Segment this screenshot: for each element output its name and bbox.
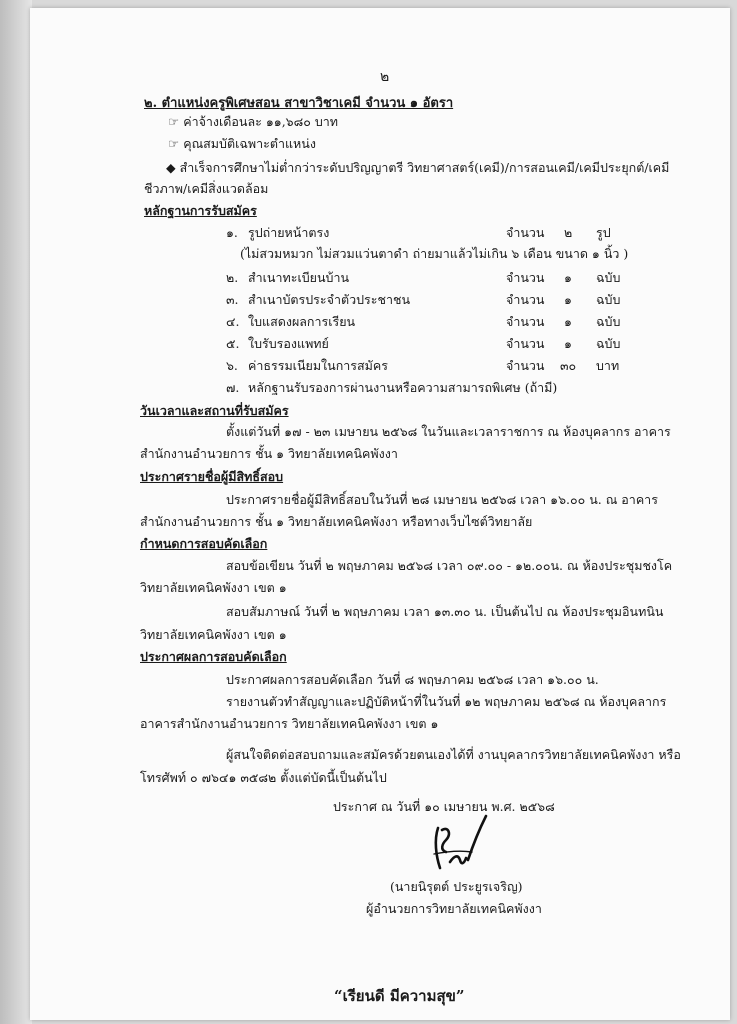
result-line-3: อาคารสำนักงานอำนวยการ วิทยาลัยเทคนิคพังงา เขต ๑ [140,716,439,731]
doc-qty-3: ๑ [564,292,572,307]
doc-unit-6: บาท [596,358,620,373]
doc-qty-6: ๓๐ [560,358,577,373]
signer-name: (นายนิรุตต์ ประยูรเจริญ) [390,879,523,894]
doc-unit-2: ฉบับ [596,270,621,285]
doc-label-1: รูปถ่ายหน้าตรง [248,225,330,240]
doc-qty-label-5: จำนวน [506,336,545,351]
doc-qty-2: ๑ [564,270,572,285]
result-line-1: ประกาศผลการสอบคัดเลือก วันที่ ๘ พฤษภาคม ๒๕๖๘ เวลา ๑๖.๐๐ น. [226,672,599,687]
qualification-text-1: สำเร็จการศึกษาไม่ต่ำกว่าระดับปริญญาตรี วิทยาศาสตร์(เคมี)/การสอนเคมี/เคมีประยุกต์/เคมี [179,160,670,175]
slogan: “เรียนดี มีความสุข” [334,987,465,1005]
doc-label-5: ใบรับรองแพทย์ [248,336,329,351]
result-line-2: รายงานตัวทำสัญญาและปฏิบัติหน้าที่ในวันที่ ๑๒ พฤษภาคม ๒๕๖๘ ณ ห้องบุคลากร [226,694,667,709]
eligible-line-1: ประกาศรายชื่อผู้มีสิทธิ์สอบในวันที่ ๒๘ เมษายน ๒๕๖๘ เวลา ๑๖.๐๐ น. ณ อาคาร [226,492,658,507]
doc-num-1: ๑. [226,225,238,240]
doc-unit-3: ฉบับ [596,292,621,307]
doc-qty-label-6: จำนวน [506,358,545,373]
signature [428,810,492,876]
contact-line-2: โทรศัพท์ ๐ ๗๖๔๑ ๓๕๘๒ ตั้งแต่บัดนี้เป็นต้นไป [140,770,387,785]
doc-label-7: หลักฐานรับรองการผ่านงานหรือความสามารถพิเศษ (ถ้ามี) [248,380,558,395]
doc-num-3: ๓. [226,292,239,307]
salary-text: ค่าจ้างเดือนละ ๑๑,๖๘๐ บาท [183,114,339,129]
page-number: ๒ [380,69,390,85]
doc-label-2: สำเนาทะเบียนบ้าน [248,270,350,285]
schedule-interview-line-2: วิทยาลัยเทคนิคพังงา เขต ๑ [140,627,287,642]
photo-note: (ไม่สวมหมวก ไม่สวมแว่นตาดำ ถ่ายมาแล้วไม่เกิน ๖ เดือน ขนาด ๑ นิ้ว ) [240,246,629,261]
qualification-heading-line [168,138,316,151]
doc-qty-label-2: จำนวน [506,270,545,285]
doc-num-4: ๔. [226,314,240,329]
doc-qty-1: ๒ [564,225,573,240]
announce-date: ประกาศ ณ วันที่ ๑๐ เมษายน พ.ศ. ๒๕๖๘ [333,799,555,814]
contact-line-1: ผู้สนใจติดต่อสอบถามและสมัครด้วยตนเองได้ที่ งานบุคลากรวิทยาลัยเทคนิคพังงา หรือ [226,747,681,762]
pointing-hand-icon: ☞ [168,114,180,129]
doc-num-6: ๖. [226,358,238,373]
scan-shadow-edge [0,0,32,1024]
apply-heading: วันเวลาและสถานที่รับสมัคร [140,403,289,418]
doc-qty-label-3: จำนวน [506,292,545,307]
doc-num-7: ๗. [226,380,240,395]
doc-qty-4: ๑ [564,314,572,329]
documents-heading: หลักฐานการรับสมัคร [144,203,257,218]
qualification-line-1 [166,162,669,175]
qualification-heading: คุณสมบัติเฉพาะตำแหน่ง [183,136,316,151]
doc-label-6: ค่าธรรมเนียมในการสมัคร [248,358,388,373]
result-heading: ประกาศผลการสอบคัดเลือก [140,649,287,664]
position-title: ๒. ตำแหน่งครูพิเศษสอน สาขาวิชาเคมี จำนวน ๑ อัตรา [144,96,454,111]
doc-qty-5: ๑ [564,336,572,351]
doc-label-4: ใบแสดงผลการเรียน [248,314,356,329]
eligible-line-2: สำนักงานอำนวยการ ชั้น ๑ วิทยาลัยเทคนิคพังงา หรือทางเว็บไซต์วิทยาลัย [140,514,533,529]
schedule-written-line-2: วิทยาลัยเทคนิคพังงา เขต ๑ [140,580,287,595]
document-page [30,8,730,1020]
doc-qty-label-4: จำนวน [506,314,545,329]
doc-unit-1: รูป [596,225,611,240]
apply-line-1: ตั้งแต่วันที่ ๑๗ - ๒๓ เมษายน ๒๕๖๘ ในวันและเวลาราชการ ณ ห้องบุคลากร อาคาร [226,424,671,439]
signer-title: ผู้อำนวยการวิทยาลัยเทคนิคพังงา [366,901,542,916]
doc-num-5: ๕. [226,336,240,351]
doc-qty-label-1: จำนวน [506,225,545,240]
doc-label-3: สำเนาบัตรประจำตัวประชาชน [248,292,410,307]
doc-unit-5: ฉบับ [596,336,621,351]
qualification-line-2: ชีวภาพ/เคมีสิ่งแวดล้อม [144,181,269,196]
signature-scribble [428,810,492,876]
pointing-hand-icon: ☞ [168,136,180,151]
salary-line [168,116,338,129]
schedule-heading: กำหนดการสอบคัดเลือก [140,536,268,551]
schedule-interview-line-1: สอบสัมภาษณ์ วันที่ ๒ พฤษภาคม เวลา ๑๓.๓๐ น. เป็นต้นไป ณ ห้องประชุมอินทนิน [226,604,664,619]
eligible-heading: ประกาศรายชื่อผู้มีสิทธิ์สอบ [140,469,284,484]
schedule-written-line-1: สอบข้อเขียน วันที่ ๒ พฤษภาคม ๒๕๖๘ เวลา ๐๙.๐๐ - ๑๒.๐๐น. ณ ห้องประชุมชงโค [226,558,673,573]
apply-line-2: สำนักงานอำนวยการ ชั้น ๑ วิทยาลัยเทคนิคพังงา [140,446,398,461]
diamond-bullet-icon: ◆ [166,160,176,175]
doc-unit-4: ฉบับ [596,314,621,329]
doc-num-2: ๒. [226,270,239,285]
